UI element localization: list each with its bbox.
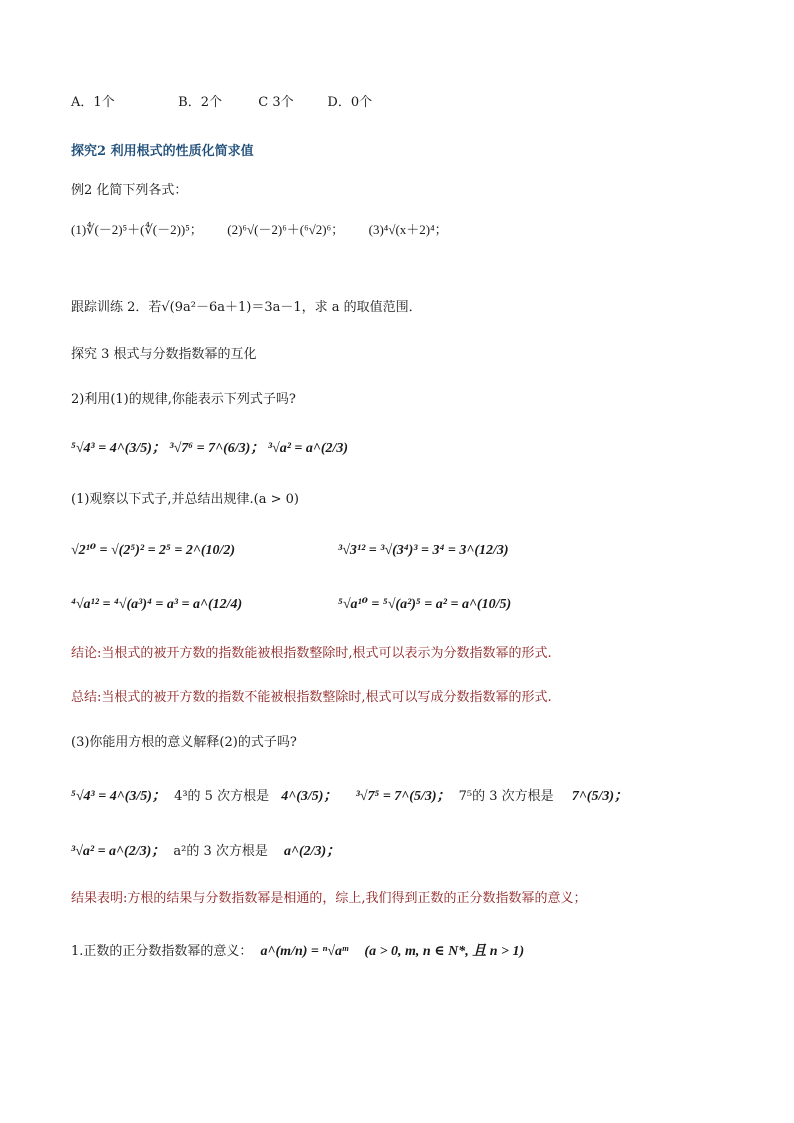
example2-item-3: (3)⁴√(x＋2)⁴； [368,222,448,237]
option-a: A．1个 [71,95,115,110]
example2-label: 例2 化简下列各式： [71,183,188,198]
definition-label: 1.正数的正分数指数幂的意义： [71,944,253,959]
summary-text: 总结:当根式的被开方数的指数不能被根指数整除时,根式可以写成分数指数幂的形式. [71,690,552,705]
example2-item-1: (1)∜(－2)⁵＋(∜(－2))⁵； [71,222,203,237]
example2-item-2: (2)⁶√(－2)⁶＋(⁶√2)⁶； [227,222,345,237]
definition-line [71,943,524,961]
q3-line1-formula-3: ³√7⁵ = 7^(5/3)； [355,789,451,804]
row2-right-formula: ⁵√a¹⁰ = ⁵√(a²)⁵ = a² = a^(10/5) [338,597,512,612]
row1-right-formula: ³√3¹² = ³√(3⁴)³ = 3⁴ = 3^(12/3) [338,543,509,558]
question-1: (1)观察以下式子,并总结出规律.(a > 0) [71,492,300,507]
q3-line1-text-2: 7⁵的 3 次方根是 [458,789,554,804]
row2-left-formula: ⁴√a¹² = ⁴√(a³)⁴ = a³ = a^(12/4) [71,597,243,612]
section2-title: 探究2 利用根式的性质化简求值 [71,144,254,159]
question-2: 2)利用(1)的规律,你能表示下列式子吗? [71,392,296,407]
q2-formula: ⁵√4³ = 4^(3/5)； ³√7⁶ = 7^(6/3)； ³√a² = a^(2/3) [71,441,349,456]
option-b: B．2个 [178,95,222,110]
result-text: 结果表明:方根的结果与分数指数幂是相通的，综上,我们得到正数的正分数指数幂的意义； [71,891,587,906]
option-d: D．0个 [327,95,373,110]
option-c: C 3个 [258,95,294,110]
conclusion-text: 结论:当根式的被开方数的指数能被根指数整除时,根式可以表示为分数指数幂的形式. [71,646,552,661]
row1-left-formula: √2¹⁰ = √(2⁵)² = 2⁵ = 2^(10/2) [71,543,236,558]
definition-formula: a^(m/n) = ⁿ√aᵐ [260,944,349,959]
q3-line1-text-1: 4³的 5 次方根是 [174,789,270,804]
q3-line1-formula-2: 4^(3/5)； [281,789,338,804]
question-3: (3)你能用方根的意义解释(2)的式子吗? [71,735,297,750]
example2-items [71,221,448,239]
q3-line1-formula-4: 7^(5/3)； [571,789,629,804]
exercise2: 跟踪训练 2．若√(9a²－6a＋1)＝3a－1，求 a 的取值范围． [71,300,422,315]
definition-condition: (a > 0, m, n ∈ N*, 且 n > 1) [364,944,525,959]
q3-line-1 [71,788,628,806]
options-line [71,94,372,112]
q3-line1-formula-1: ⁵√4³ = 4^(3/5)； [71,789,166,804]
q3-line2-text-1: a²的 3 次方根是 [173,844,268,859]
section3-title: 探究 3 根式与分数指数幂的互化 [71,347,257,362]
q3-line2-formula-2: a^(2/3)； [284,844,341,859]
q3-line2-formula-1: ³√a² = a^(2/3)； [71,844,166,859]
q3-line-2 [71,843,340,861]
